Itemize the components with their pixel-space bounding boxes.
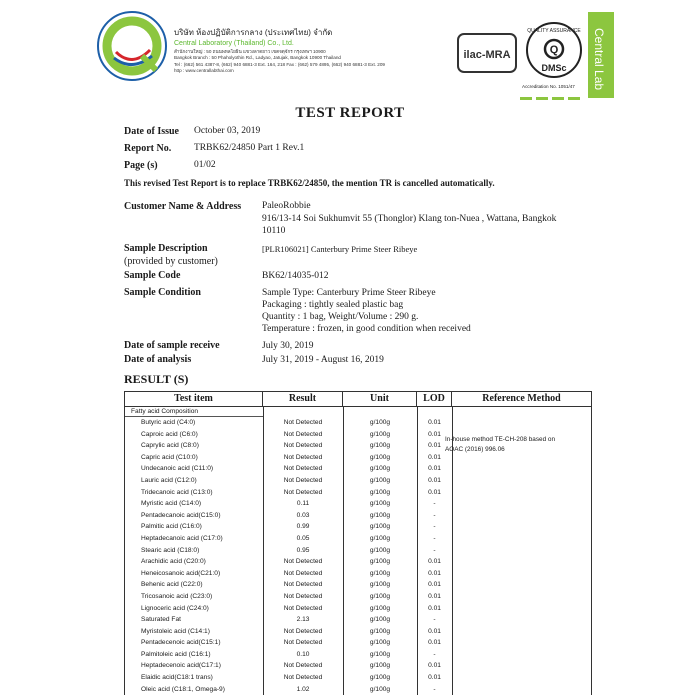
table-row — [125, 510, 591, 522]
result-cell: 0.03 — [296, 511, 310, 519]
central-lab-logo — [96, 10, 168, 82]
result-cell: Not Detected — [283, 419, 323, 426]
customer-address-line: 916/13-14 Soi Sukhumvit 55 (Thonglor) Klang ton-Nuea , Wattana, Bangkok — [262, 214, 557, 224]
unit-cell: g/100g — [369, 465, 391, 473]
result-cell: Not Detected — [283, 581, 323, 589]
analysis-date-range: July 31, 2019 - August 16, 2019 — [262, 355, 384, 365]
unit-cell: g/100g — [369, 546, 391, 554]
header-divider — [568, 97, 580, 100]
result-cell: 1.02 — [296, 685, 310, 693]
company-name-english: Central Laboratory (Thailand) Co., Ltd. — [174, 40, 294, 47]
lod-cell: 0.01 — [428, 604, 441, 612]
revision-note: This revised Test Report is to replace TRBK62/24850, the mention TR is cancelled automatically. — [124, 178, 495, 188]
result-cell: 0.10 — [296, 650, 310, 658]
test-item-cell: Butyric acid (C4:0) — [141, 419, 196, 426]
customer-address-line: 10110 — [262, 226, 286, 236]
column-header-lod: LOD — [417, 392, 452, 406]
test-item-cell: Pentadecenoic acid(C15:1) — [141, 639, 221, 647]
company-address — [174, 49, 385, 74]
table-row — [125, 591, 591, 603]
test-item-cell: Palmitic acid (C16:0) — [141, 523, 202, 531]
central-lab-side-banner — [588, 12, 614, 98]
reference-method-line: In-house method TE-CH-208 based on — [445, 436, 556, 443]
unit-cell: g/100g — [369, 558, 391, 566]
address-line: Tel : (662) 561 4387-8, (662) 940 6881-3 Ext. 164, 218 Fax : (662) 579 4895, (662) 940 6881-3 Ext. 209 — [174, 61, 385, 67]
test-item-cell: Palmitoleic acid (C16:1) — [141, 650, 211, 658]
table-row — [125, 487, 591, 499]
unit-cell: g/100g — [369, 650, 391, 658]
address-line: Bangkok Branch : 50 Phaholyothin Rd., Ladyao, Jatujak, Bangkok 10900 Thailand — [174, 55, 341, 61]
column-header-result: Result — [263, 392, 343, 406]
unit-cell: g/100g — [369, 627, 391, 635]
table-row — [125, 626, 591, 638]
date-of-issue-label: Date of Issue — [124, 126, 179, 137]
table-row — [125, 649, 591, 661]
test-item-cell: Myristoleic acid (C14:1) — [141, 627, 210, 635]
column-divider — [417, 407, 418, 695]
column-divider — [343, 407, 344, 695]
table-row — [125, 463, 591, 475]
test-item-cell: Pentadecanoic acid(C15:0) — [141, 511, 221, 519]
table-row — [125, 417, 591, 429]
result-cell: Not Detected — [283, 662, 323, 670]
report-no-value: TRBK62/24850 Part 1 Rev.1 — [194, 143, 305, 153]
sample-condition-line: Temperature : frozen, in good condition when received — [262, 324, 471, 334]
lod-cell: 0.01 — [428, 442, 441, 450]
results-table — [124, 391, 592, 695]
column-header-unit: Unit — [343, 392, 417, 406]
sample-description-value: [PLR106021] Canterbury Prime Steer Ribeye — [262, 244, 418, 254]
table-row — [125, 603, 591, 615]
result-cell: Not Detected — [283, 592, 323, 600]
company-name-thai: บริษัท ห้องปฏิบัติการกลาง (ประเทศไทย) จำกัด — [174, 28, 333, 37]
test-item-cell: Stearic acid (C18:0) — [141, 546, 200, 554]
lod-cell: 0.01 — [428, 569, 441, 577]
result-cell: 0.05 — [296, 534, 310, 542]
result-cell: 0.11 — [296, 500, 310, 508]
result-cell: 0.99 — [296, 523, 310, 531]
table-row — [125, 660, 591, 672]
unit-cell: g/100g — [369, 453, 391, 461]
unit-cell: g/100g — [369, 569, 391, 577]
test-item-cell: Heptadecenoic acid(C17:1) — [141, 662, 221, 670]
lod-cell: - — [433, 511, 436, 519]
result-cell: Not Detected — [283, 604, 323, 612]
unit-cell: g/100g — [369, 523, 391, 531]
table-row — [125, 637, 591, 649]
test-item-cell: Tricosanoic acid (C23:0) — [141, 592, 213, 600]
sample-receive-date: July 30, 2019 — [262, 341, 314, 351]
svg-text:Q: Q — [549, 44, 559, 56]
reference-method-line: AOAC (2016) 996.06 — [445, 446, 505, 453]
table-row — [125, 672, 591, 684]
table-rows — [125, 417, 591, 695]
lod-cell: 0.01 — [428, 465, 441, 473]
page-label: Page (s) — [124, 160, 158, 171]
side-banner-label: Central Lab — [592, 28, 606, 91]
sample-description-sublabel: (provided by customer) — [124, 256, 218, 267]
column-divider — [263, 407, 264, 695]
result-cell: 2.13 — [296, 616, 310, 624]
test-item-cell: Elaidic acid(C18:1 trans) — [141, 674, 213, 682]
test-item-cell: Saturated Fat — [141, 616, 181, 624]
test-item-cell: Heptadecanoic acid (C17:0) — [141, 534, 223, 542]
unit-cell: g/100g — [369, 604, 391, 612]
unit-cell: g/100g — [369, 476, 391, 484]
lod-cell: 0.01 — [428, 488, 441, 496]
report-title: TEST REPORT — [295, 105, 405, 121]
result-cell: Not Detected — [283, 558, 323, 566]
customer-label: Customer Name & Address — [124, 201, 242, 212]
result-cell: Not Detected — [283, 453, 323, 461]
reference-method-cell — [445, 435, 555, 455]
table-row — [125, 684, 591, 696]
test-item-cell: Arachidic acid (C20:0) — [141, 558, 206, 566]
sample-code-value: BK62/14035-012 — [262, 271, 329, 281]
test-item-cell: Capric acid (C10:0) — [141, 453, 198, 461]
svg-text:DMSc: DMSc — [541, 63, 567, 73]
lod-cell: 0.01 — [428, 476, 441, 484]
sample-condition-label: Sample Condition — [124, 287, 201, 298]
unit-cell: g/100g — [369, 674, 391, 682]
lod-cell: 0.01 — [428, 674, 441, 682]
dmsc-quality-assurance-seal — [524, 20, 584, 86]
result-cell: 0.95 — [296, 546, 310, 554]
test-item-cell: Oleic acid (C18:1, Omega-9) — [141, 685, 225, 693]
lod-cell: 0.01 — [428, 639, 441, 647]
ilac-mra-logo — [456, 28, 518, 78]
sample-condition-line: Quantity : 1 bag, Weight/Volume : 290 g. — [262, 312, 419, 322]
result-cell: Not Detected — [283, 430, 323, 438]
unit-cell: g/100g — [369, 442, 391, 450]
unit-cell: g/100g — [369, 639, 391, 647]
table-row — [125, 614, 591, 626]
lod-cell: - — [433, 523, 436, 531]
lod-cell: 0.01 — [428, 592, 441, 600]
section-title: Fatty acid Composition — [125, 407, 263, 417]
analysis-date-label: Date of analysis — [124, 354, 192, 365]
lod-cell: 0.01 — [428, 430, 441, 438]
results-heading: RESULT (S) — [124, 372, 189, 386]
unit-cell: g/100g — [369, 592, 391, 600]
unit-cell: g/100g — [369, 616, 391, 624]
table-header — [125, 392, 591, 407]
lod-cell: - — [433, 685, 436, 693]
accreditation-number: Accreditation No. 1051/47 — [522, 84, 575, 89]
test-item-cell: Caproic acid (C6:0) — [141, 430, 198, 438]
table-row — [125, 475, 591, 487]
table-row — [125, 579, 591, 591]
unit-cell: g/100g — [369, 534, 391, 542]
customer-name: PaleoRobbie — [262, 201, 311, 211]
test-item-cell: Tridecanoic acid (C13:0) — [141, 488, 213, 496]
table-row — [125, 521, 591, 533]
unit-cell: g/100g — [369, 662, 391, 670]
test-item-cell: Undecanoic acid (C11:0) — [141, 465, 214, 473]
unit-cell: g/100g — [369, 511, 391, 519]
lod-cell: 0.01 — [428, 581, 441, 589]
lod-cell: - — [433, 534, 436, 542]
test-item-cell: Behenic acid (C22:0) — [141, 581, 203, 589]
sample-condition-line: Sample Type: Canterbury Prime Steer Ribeye — [262, 288, 436, 298]
lod-cell: - — [433, 616, 436, 624]
lod-cell: - — [433, 500, 436, 508]
address-line: สำนักงานใหญ่ : 50 ถนนพหลโยธิน แขวงลาดยาว เขตจตุจักร กรุงเทพฯ 10900 — [174, 49, 326, 54]
header-divider — [520, 97, 532, 100]
column-header-reference-method: Reference Method — [482, 393, 561, 404]
sample-receive-label: Date of sample receive — [124, 340, 220, 351]
page-value: 01/02 — [194, 160, 216, 170]
sample-code-label: Sample Code — [124, 270, 181, 281]
table-row — [125, 533, 591, 545]
lod-cell: 0.01 — [428, 558, 441, 566]
unit-cell: g/100g — [369, 430, 391, 438]
address-line: http : www.centrallabthai.com — [174, 67, 234, 73]
report-no-label: Report No. — [124, 143, 172, 154]
test-item-cell: Heneicosanoic acid(C21:0) — [141, 569, 221, 577]
result-cell: Not Detected — [283, 569, 323, 577]
table-row — [125, 498, 591, 510]
result-cell: Not Detected — [283, 465, 323, 473]
header-divider — [536, 97, 548, 100]
lod-cell: 0.01 — [428, 627, 441, 635]
table-row — [125, 556, 591, 568]
result-cell: Not Detected — [283, 488, 323, 496]
unit-cell: g/100g — [369, 581, 391, 589]
test-item-cell: Caprylic acid (C8:0) — [141, 442, 199, 450]
unit-cell: g/100g — [369, 488, 391, 496]
lod-cell: 0.01 — [428, 419, 441, 426]
result-cell: Not Detected — [283, 476, 323, 484]
result-cell: Not Detected — [283, 627, 323, 635]
lod-cell: 0.01 — [428, 662, 441, 670]
test-item-cell: Lignoceric acid (C24:0) — [141, 604, 209, 612]
result-cell: Not Detected — [283, 442, 323, 450]
sample-description-label: Sample Description — [124, 243, 208, 254]
test-item-cell: Myristic acid (C14:0) — [141, 500, 202, 508]
lod-cell: - — [433, 650, 436, 658]
unit-cell: g/100g — [369, 685, 391, 693]
svg-text:ilac-MRA: ilac-MRA — [463, 49, 511, 61]
unit-cell: g/100g — [369, 419, 391, 426]
table-body — [125, 407, 591, 695]
unit-cell: g/100g — [369, 500, 391, 508]
svg-text:QUALITY ASSURANCE: QUALITY ASSURANCE — [527, 28, 581, 34]
lod-cell: - — [433, 546, 436, 554]
column-header-test-item: Test item — [125, 392, 263, 406]
table-row — [125, 545, 591, 557]
sample-condition-line: Packaging : tightly sealed plastic bag — [262, 300, 404, 310]
lod-cell: 0.01 — [428, 453, 441, 461]
result-cell: Not Detected — [283, 674, 323, 682]
header-divider — [552, 97, 564, 100]
result-cell: Not Detected — [283, 639, 323, 647]
test-item-cell: Lauric acid (C12:0) — [141, 476, 197, 484]
date-of-issue-value: October 03, 2019 — [194, 126, 261, 136]
table-row — [125, 568, 591, 580]
lab-letterhead — [174, 26, 385, 74]
